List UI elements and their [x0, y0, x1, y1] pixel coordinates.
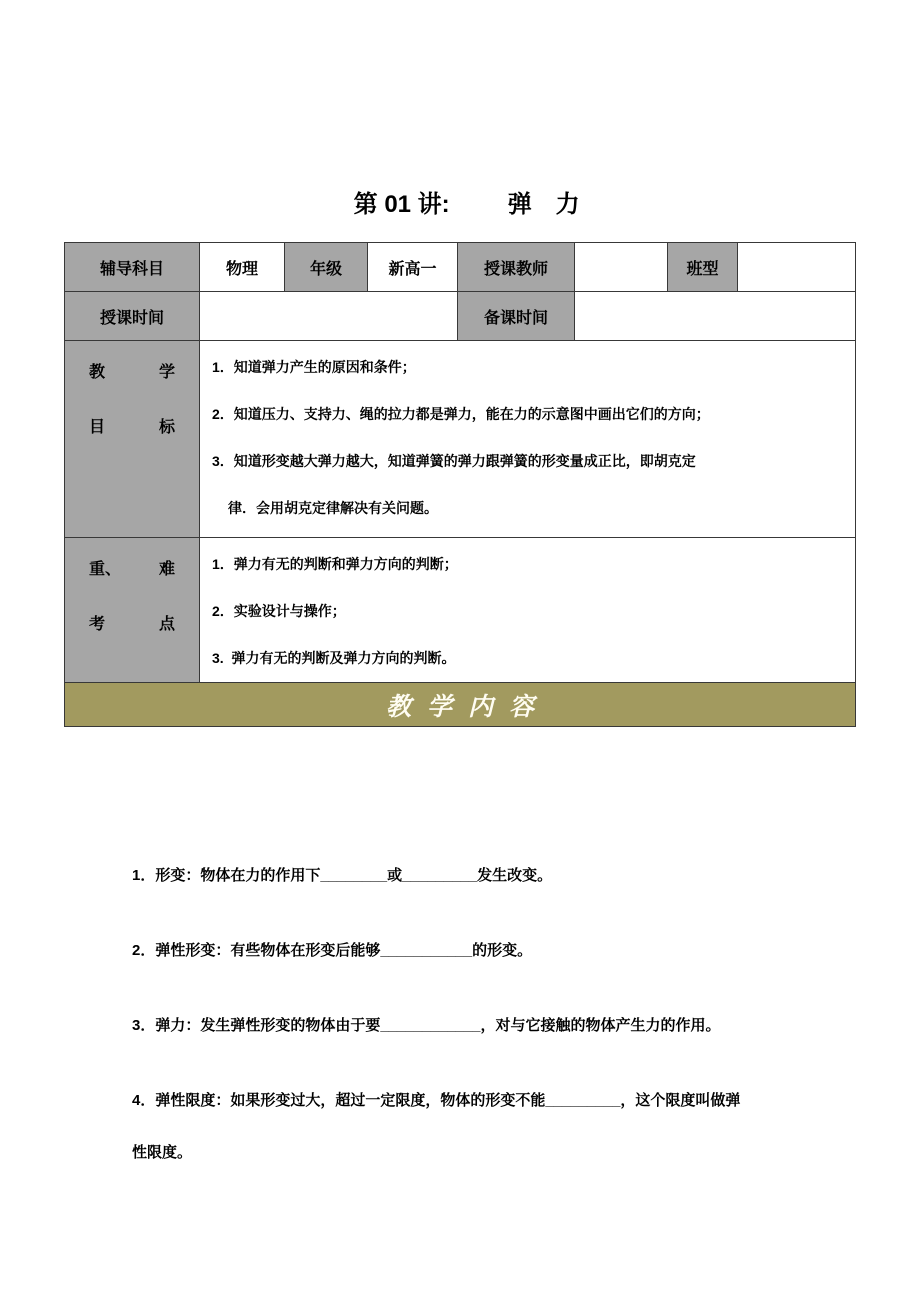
- note-line-continuation: 性限度。: [132, 1144, 193, 1161]
- note-item-1: [132, 850, 842, 902]
- lesson-time-label-cell: 授课时间: [65, 292, 200, 341]
- note-item-2: [132, 925, 842, 977]
- fill-in-notes-section: [132, 850, 842, 1202]
- keypoints-label-char: 难: [158, 561, 175, 578]
- objectives-label-char: 目: [89, 419, 106, 436]
- teaching-objectives-content-cell: [200, 341, 856, 538]
- page-title: [0, 156, 920, 219]
- note-line: 2．弹性形变：有些物体在形变后能够___________的形变。: [132, 942, 533, 959]
- teacher-label-cell: 授课教师: [458, 243, 575, 292]
- note-line: 1．形变：物体在力的作用下________或_________发生改变。: [132, 867, 553, 884]
- teaching-content-banner: 教学内容: [65, 683, 856, 727]
- table-row-keypoints: [65, 538, 856, 683]
- keypoint-item: 3. 弹力有无的判断及弹力方向的判断。: [212, 650, 456, 666]
- lesson-info-table: [64, 242, 856, 727]
- objective-item: 1．知道弹力产生的原因和条件；: [212, 359, 416, 375]
- prep-time-label-cell: 备课时间: [458, 292, 575, 341]
- class-type-value-cell: [738, 243, 856, 292]
- table-row-header2: [65, 292, 856, 341]
- table-row-banner: [65, 683, 856, 727]
- note-line: 3．弹力：发生弹性形变的物体由于要____________，对与它接触的物体产生力的作用。: [132, 1017, 721, 1034]
- objectives-label-line2: [89, 414, 175, 437]
- objective-item: 2．知道压力、支持力、绳的拉力都是弹力，能在力的示意图中画出它们的方向；: [212, 406, 710, 422]
- lesson-name: 弹 力: [507, 191, 580, 218]
- objectives-label-char: 学: [158, 364, 175, 381]
- prep-time-value-cell: [575, 292, 856, 341]
- subject-value-cell: 物理: [200, 243, 285, 292]
- grade-value-cell: 新高一: [368, 243, 458, 292]
- key-points-content-cell: [200, 538, 856, 683]
- keypoints-label-char: 考: [89, 616, 106, 633]
- note-item-3: [132, 1000, 842, 1052]
- objectives-label-char: 标: [158, 419, 175, 436]
- teacher-value-cell: [575, 243, 668, 292]
- note-line: 4．弹性限度：如果形变过大，超过一定限度，物体的形变不能_________，这个限度叫做弹: [132, 1092, 741, 1109]
- keypoints-label-char: 点: [158, 616, 175, 633]
- class-type-label-cell: 班型: [668, 243, 738, 292]
- objectives-label-char: 教: [89, 364, 106, 381]
- lesson-number: 第 01 讲:: [353, 191, 450, 218]
- key-points-label-cell: [65, 538, 200, 683]
- keypoint-item: 2．实验设计与操作；: [212, 603, 346, 619]
- keypoints-label-line2: [89, 611, 175, 634]
- grade-label-cell: 年级: [285, 243, 368, 292]
- objective-item-continuation: 律．会用胡克定律解决有关问题。: [228, 500, 438, 516]
- keypoint-item: 1．弹力有无的判断和弹力方向的判断；: [212, 556, 458, 572]
- subject-label-cell: 辅导科目: [65, 243, 200, 292]
- objectives-label-line1: [89, 359, 175, 382]
- keypoints-label-line1: [89, 556, 175, 579]
- note-item-4: [132, 1075, 842, 1179]
- teaching-objectives-label-cell: [65, 341, 200, 538]
- table-row-objectives: [65, 341, 856, 538]
- objective-item: 3．知道形变越大弹力越大，知道弹簧的弹力跟弹簧的形变量成正比，即胡克定: [212, 453, 696, 469]
- table-row-header1: [65, 243, 856, 292]
- lesson-time-value-cell: [200, 292, 458, 341]
- keypoints-label-char: 重、: [89, 561, 122, 578]
